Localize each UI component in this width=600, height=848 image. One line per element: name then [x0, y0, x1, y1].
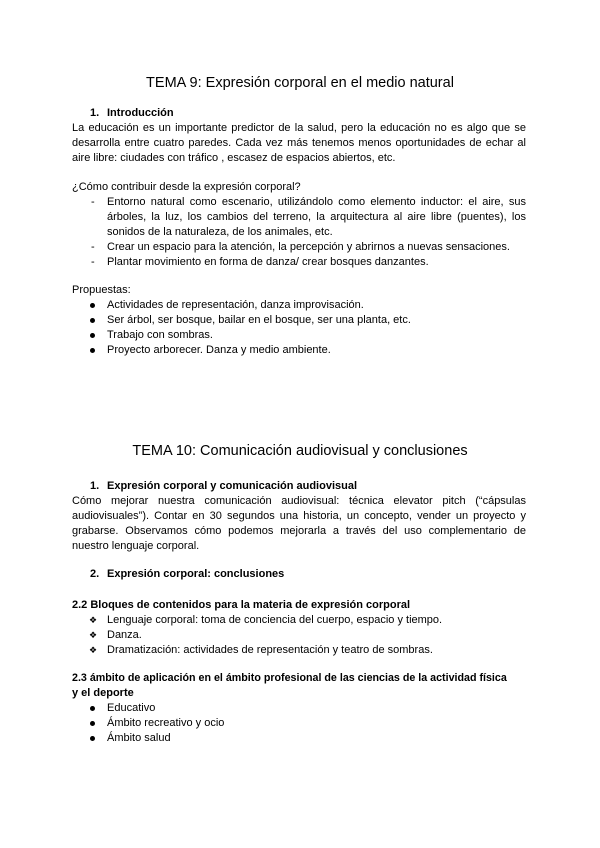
tema10-application-item: Ámbito salud	[107, 732, 171, 744]
tema10-content-block-item: Danza.	[107, 629, 142, 641]
tema9-proposal-item: Ser árbol, ser bosque, bailar en el bosque, ser una planta, etc.	[107, 314, 411, 326]
tema9-dash-item: Crear un espacio para la atención, la percepción y abrirnos a nuevas sensaciones.	[107, 241, 510, 253]
tema10-section2-3-heading-cont: y el deporte	[72, 687, 134, 699]
tema9-question: ¿Cómo contribuir desde la expresión corporal?	[72, 181, 301, 193]
bullet-icon	[90, 701, 95, 716]
bullet-icon	[90, 731, 95, 746]
tema9-dash-item: Entorno natural como escenario, utilizándolo como elemento inductor: el aire, sus árboles, la luz, los cambios del terreno, la arquitectura al aire libre (puentes), los sonidos de la naturaleza, de los animales, etc.	[107, 196, 526, 238]
tema10-section2-number: 2.	[90, 568, 100, 580]
tema10-section1-number: 1.	[90, 480, 100, 492]
tema10-application-item: Educativo	[107, 702, 156, 714]
tema10-section2-heading: Expresión corporal: conclusiones	[107, 568, 285, 580]
tema9-title: TEMA 9: Expresión corporal en el medio natural	[146, 75, 454, 91]
diamond-bullet-icon: ❖	[89, 615, 98, 625]
tema9-proposal-item: Proyecto arborecer. Danza y medio ambiente.	[107, 344, 331, 356]
diamond-bullet-icon: ❖	[89, 630, 98, 640]
tema9-proposals-label: Propuestas:	[72, 284, 131, 296]
tema10-section1-paragraph: Cómo mejorar nuestra comunicación audiovisual: técnica elevator pitch (“cápsulas audiovisuales”). Contar en 30 segundos una historia, un concepto, vender un proyecto y grabarse. Observamos cómo podemos mejorarla a través del uso complementario de nuestro lenguaje corporal.	[72, 495, 526, 552]
tema9-proposal-item: Trabajo con sombras.	[107, 329, 213, 341]
tema10-content-block-item: Dramatización: actividades de representación y teatro de sombras.	[107, 644, 433, 656]
bullet-icon	[90, 313, 95, 328]
diamond-bullet-icon: ❖	[89, 645, 98, 655]
tema9-proposal-item: Actividades de representación, danza improvisación.	[107, 299, 364, 311]
tema10-section1-heading: Expresión corporal y comunicación audiovisual	[107, 480, 358, 492]
tema9-section1-heading: Introducción	[107, 107, 174, 119]
bullet-icon	[90, 328, 95, 343]
bullet-icon	[90, 298, 95, 313]
tema10-title: TEMA 10: Comunicación audiovisual y conclusiones	[132, 443, 468, 459]
tema9-section1-number: 1.	[90, 107, 100, 119]
tema9-dash-item: Plantar movimiento en forma de danza/ crear bosques danzantes.	[107, 256, 429, 268]
bullet-icon	[90, 716, 95, 731]
tema10-section2-3-heading: 2.3 ámbito de aplicación en el ámbito profesional de las ciencias de la actividad física	[72, 672, 507, 684]
dash-marker: -	[91, 196, 95, 208]
tema10-section2-2-heading: 2.2 Bloques de contenidos para la materia de expresión corporal	[72, 599, 411, 611]
dash-marker: -	[91, 256, 95, 268]
tema9-intro-paragraph: La educación es un importante predictor de la salud, pero la educación no es algo que se desarrolla entre cuatro paredes. Cada vez más tenemos menos oportunidades de echar al aire libre: ciudades con tráfico , escasez de espacios abiertos, etc.	[72, 122, 526, 164]
bullet-icon	[90, 343, 95, 358]
tema10-content-block-item: Lenguaje corporal: toma de conciencia del cuerpo, espacio y tiempo.	[107, 614, 443, 626]
dash-marker: -	[91, 241, 95, 253]
tema10-application-item: Ámbito recreativo y ocio	[107, 717, 225, 729]
